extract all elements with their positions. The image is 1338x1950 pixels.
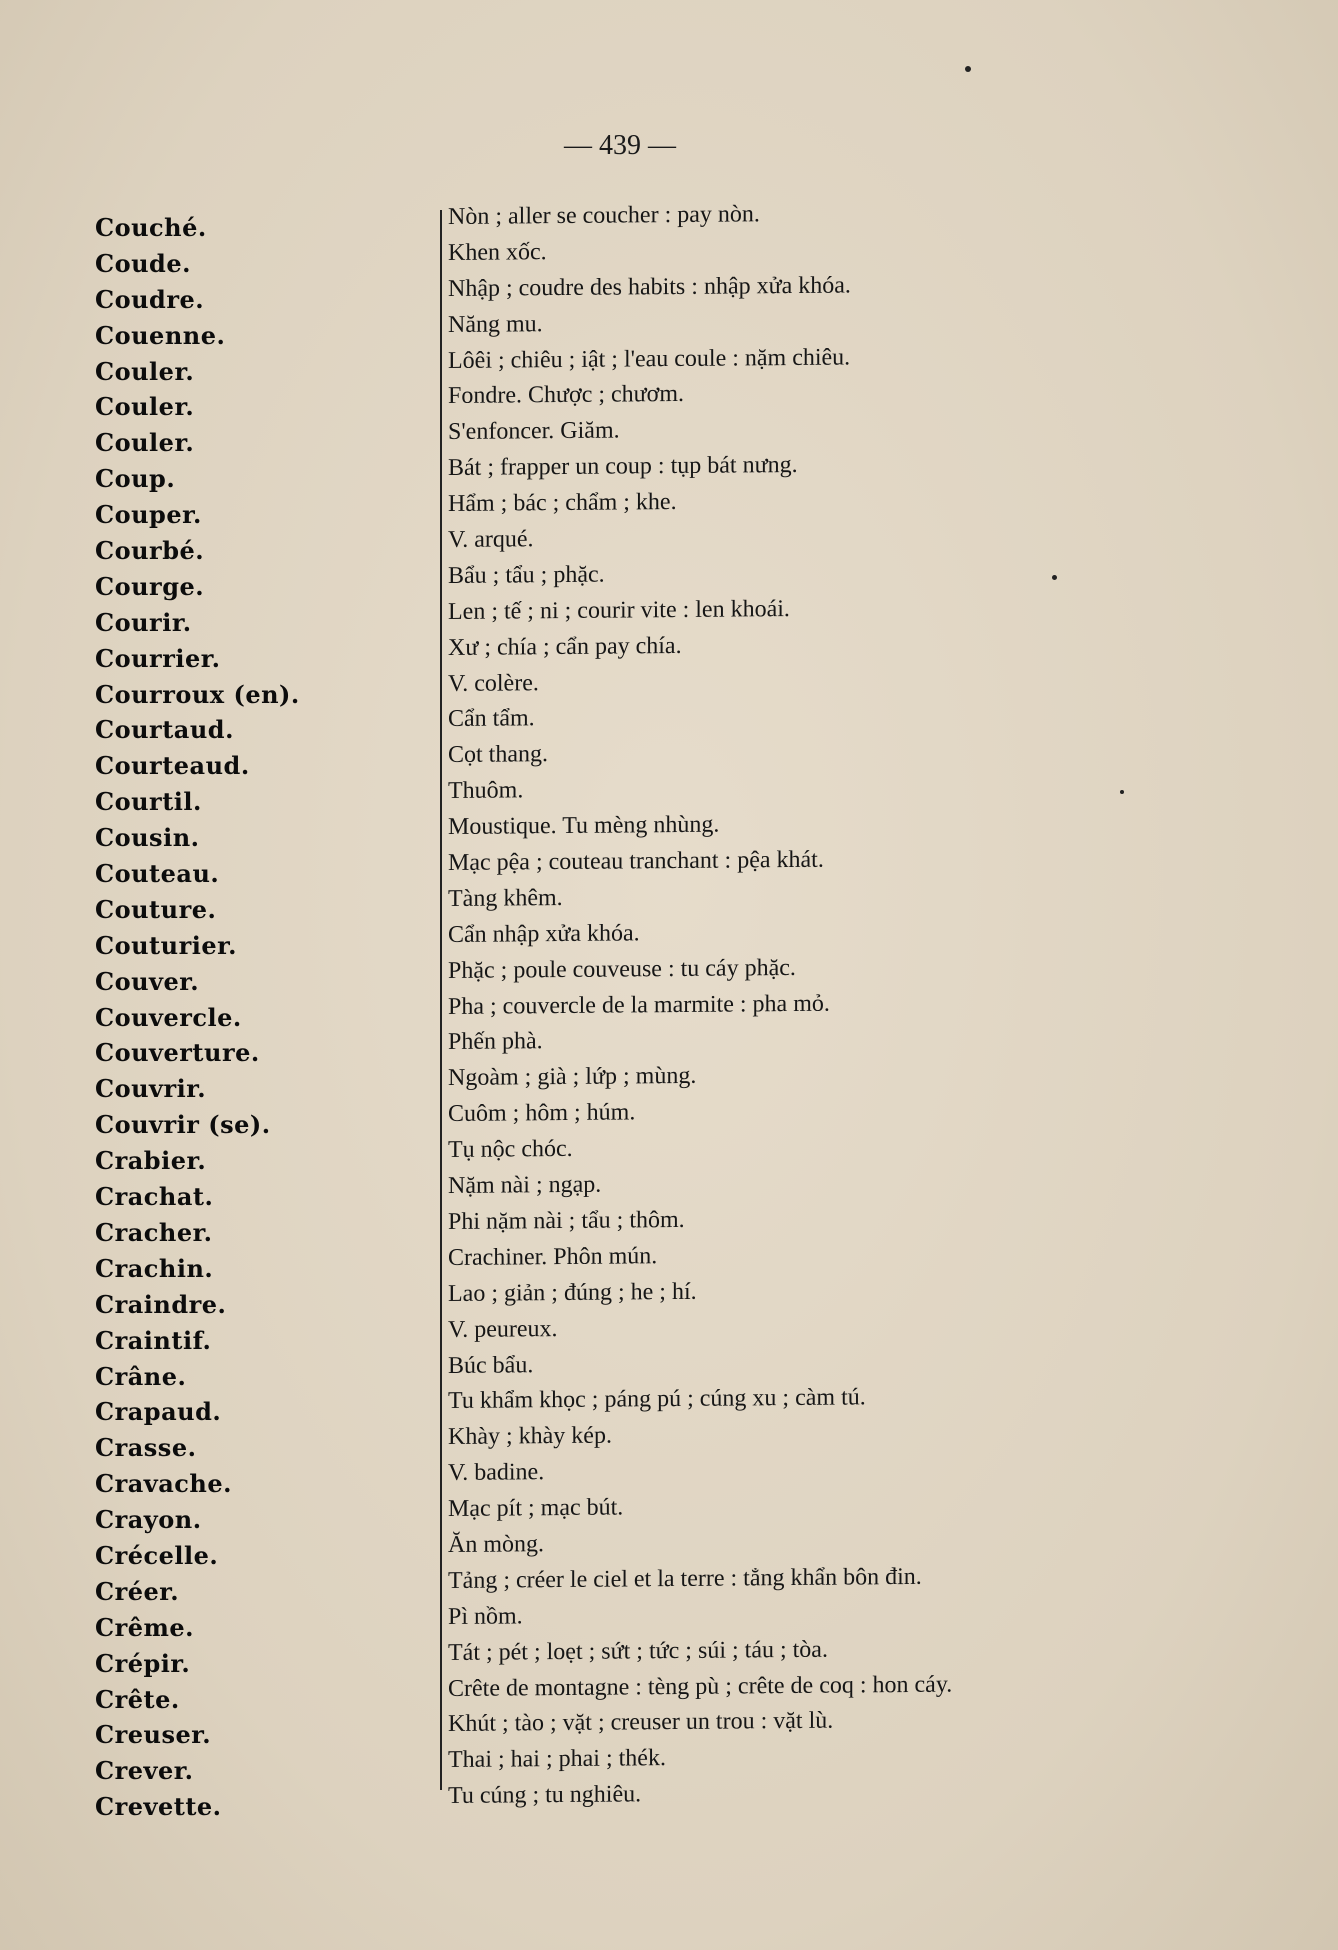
definition: Phặc ; poule couveuse : tu cáy phặc. xyxy=(448,954,796,984)
headword-column xyxy=(95,210,435,1825)
definition: Cọt thang. xyxy=(448,741,548,769)
definition: Xư ; chía ; cẩn pay chía. xyxy=(448,632,682,661)
headword: Crabier. xyxy=(95,1146,207,1176)
headword: Couché. xyxy=(95,213,207,242)
headword: Craintif. xyxy=(95,1325,212,1355)
definition: Tảng ; créer le ciel et la terre : tẳng khẩn bôn đin. xyxy=(448,1563,922,1594)
definition: Tụ nộc chóc. xyxy=(448,1136,573,1164)
definition: Crête de montagne : tèng pù ; crête de coq : hon cáy. xyxy=(448,1671,953,1702)
headword: Créer. xyxy=(95,1576,180,1606)
headword: Crême. xyxy=(95,1612,195,1642)
definition: Pì nồm. xyxy=(448,1603,523,1630)
headword: Courbé. xyxy=(95,536,205,566)
headword: Crachin. xyxy=(95,1253,214,1283)
definition: Hẩm ; bác ; chẩm ; khe. xyxy=(448,489,677,518)
definition: Tu cúng ; tu nghiêu. xyxy=(448,1781,642,1810)
definition: Cẩn tẩm. xyxy=(448,705,535,733)
definition: Năng mu. xyxy=(448,310,543,338)
definition: Mạc pệa ; couteau tranchant : pệa khát. xyxy=(448,846,824,877)
definition: Cẩn nhập xửa khóa. xyxy=(448,920,640,948)
definition: Khày ; khày kép. xyxy=(448,1422,612,1451)
definition: Len ; tế ; ni ; courir vite : len khoái. xyxy=(448,595,790,625)
headword: Couvercle. xyxy=(95,1002,242,1032)
headword: Coudre. xyxy=(95,284,205,314)
headword: Crachat. xyxy=(95,1182,214,1212)
column-divider xyxy=(440,210,442,1790)
headword: Coup. xyxy=(95,464,176,494)
headword: Craindre. xyxy=(95,1289,227,1319)
definition: V. colère. xyxy=(448,669,539,697)
headword: Courtaud. xyxy=(95,715,234,745)
definition: V. peureux. xyxy=(448,1315,558,1343)
ink-speck xyxy=(1120,790,1124,794)
headword: Crâne. xyxy=(95,1361,187,1391)
headword: Courteaud. xyxy=(95,751,250,781)
definition: V. badine. xyxy=(448,1459,545,1487)
definition: Tàng khêm. xyxy=(448,884,563,912)
headword: Courroux (en). xyxy=(95,679,300,709)
definition: Khút ; tào ; vặt ; creuser un trou : vặt lù. xyxy=(448,1708,834,1738)
definition: V. arqué. xyxy=(448,526,534,554)
definition: Crachiner. Phôn mún. xyxy=(448,1243,658,1271)
headword: Cravache. xyxy=(95,1469,232,1499)
headword: Courge. xyxy=(95,571,205,601)
definition: Búc bẩu. xyxy=(448,1351,534,1379)
headword: Cracher. xyxy=(95,1217,213,1247)
headword: Couler. xyxy=(95,392,195,422)
headword: Courrier. xyxy=(95,643,221,673)
definition: Tát ; pét ; loẹt ; sứt ; tức ; súi ; táu ; tòa. xyxy=(448,1636,828,1666)
headword: Courtil. xyxy=(95,787,202,817)
definition: Fondre. Chược ; chươm. xyxy=(448,381,685,410)
definition: Nặm nài ; ngạp. xyxy=(448,1171,602,1200)
headword: Crayon. xyxy=(95,1505,202,1535)
headword: Couler. xyxy=(95,428,195,458)
definition: Cuôm ; hôm ; húm. xyxy=(448,1099,636,1128)
ink-speck xyxy=(965,66,971,72)
definition: Lao ; giản ; đúng ; he ; hí. xyxy=(448,1278,697,1307)
definition: Bát ; frapper un coup : tụp bát nưng. xyxy=(448,452,798,482)
headword: Crevette. xyxy=(95,1792,222,1822)
definition: Mạc pít ; mạc bút. xyxy=(448,1494,624,1523)
definition: Nhập ; coudre des habits : nhập xửa khóa. xyxy=(448,272,851,302)
headword: Coude. xyxy=(95,248,191,278)
definition: Thai ; hai ; phai ; thék. xyxy=(448,1745,666,1774)
headword: Couverture. xyxy=(95,1038,260,1068)
definition: Phến phà. xyxy=(448,1028,543,1056)
ink-speck xyxy=(1052,575,1057,580)
headword: Couenne. xyxy=(95,320,226,350)
headword: Crête. xyxy=(95,1684,180,1714)
headword: Couturier. xyxy=(95,930,237,960)
definition: Lôêi ; chiêu ; iật ; l'eau coule : nặm chiêu. xyxy=(448,344,851,374)
definition: Phi nặm nài ; tẩu ; thôm. xyxy=(448,1206,685,1235)
headword: Crépir. xyxy=(95,1648,191,1678)
definition: Thuôm. xyxy=(448,777,524,805)
definition: S'enfoncer. Giăm. xyxy=(448,417,620,446)
headword: Couver. xyxy=(95,966,200,996)
headword: Couture. xyxy=(95,894,217,924)
page-number: — 439 — xyxy=(564,130,676,161)
headword: Couvrir (se). xyxy=(95,1110,271,1140)
definition: Pha ; couvercle de la marmite : pha mỏ. xyxy=(448,990,830,1020)
definition: Ngoàm ; già ; lứp ; mùng. xyxy=(448,1063,697,1092)
headword: Cousin. xyxy=(95,823,200,853)
headword: Couteau. xyxy=(95,859,220,889)
headword: Couper. xyxy=(95,500,202,530)
definition: Ăn mòng. xyxy=(448,1531,544,1558)
headword: Courir. xyxy=(95,607,192,637)
headword: Crever. xyxy=(95,1756,194,1786)
definition: Nòn ; aller se coucher : pay nòn. xyxy=(448,201,760,230)
definition: Bẩu ; tẩu ; phặc. xyxy=(448,561,605,589)
definition-column xyxy=(448,200,1328,1815)
definition: Tu khẩm khọc ; páng pú ; cúng xu ; càm tú. xyxy=(448,1384,866,1415)
headword: Crasse. xyxy=(95,1433,197,1463)
headword: Crécelle. xyxy=(95,1540,219,1570)
definition: Moustique. Tu mèng nhùng. xyxy=(448,811,720,841)
headword: Couler. xyxy=(95,356,195,386)
headword: Crapaud. xyxy=(95,1397,222,1427)
definition: Khen xốc. xyxy=(448,239,547,266)
headword: Couvrir. xyxy=(95,1074,207,1104)
headword: Creuser. xyxy=(95,1720,212,1750)
